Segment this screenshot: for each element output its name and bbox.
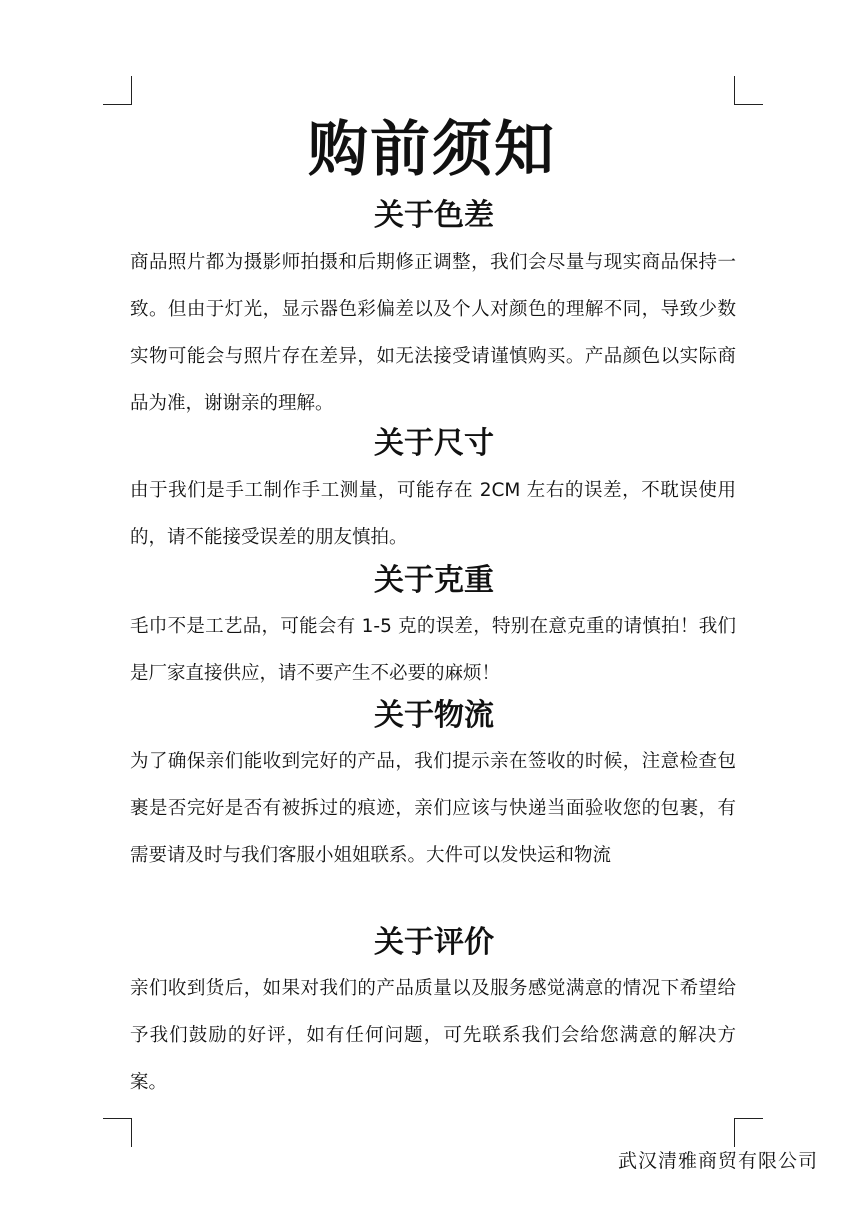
section-heading-color-difference: 关于色差 xyxy=(374,198,494,233)
section-heading-review: 关于评价 xyxy=(374,925,494,960)
crop-mark-top-left xyxy=(103,76,132,105)
section-body-weight: 毛巾不是工艺品，可能会有 1-5 克的误差，特别在意克重的请慎拍！我们是厂家直接供应，请不要产生不必要的麻烦！ xyxy=(130,616,736,684)
crop-mark-bottom-left xyxy=(103,1118,132,1147)
section-body-color-difference: 商品照片都为摄影师拍摄和后期修正调整，我们会尽量与现实商品保持一致。但由于灯光，显示器色彩偏差以及个人对颜色的理解不同，导致少数实物可能会与照片存在差异，如无法接受请谨慎购买。产品颜色以实际商品为准，谢谢亲的理解。 xyxy=(130,252,736,414)
section-heading-logistics: 关于物流 xyxy=(374,698,494,733)
section-heading-weight: 关于克重 xyxy=(374,563,494,598)
section-body-review: 亲们收到货后，如果对我们的产品质量以及服务感觉满意的情况下希望给予我们鼓励的好评，如有任何问题，可先联系我们会给您满意的解决方案。 xyxy=(130,978,736,1093)
crop-mark-bottom-right xyxy=(734,1118,763,1147)
page-title: 购前须知 xyxy=(308,115,556,185)
crop-mark-top-right xyxy=(734,76,763,105)
section-body-size: 由于我们是手工制作手工测量，可能存在 2CM 左右的误差，不耽误使用的，请不能接受误差的朋友慎拍。 xyxy=(130,480,736,548)
section-body-logistics: 为了确保亲们能收到完好的产品，我们提示亲在签收的时候，注意检查包裹是否完好是否有被拆过的痕迹，亲们应该与快递当面验收您的包裹，有需要请及时与我们客服小姐姐联系。大件可以发快运和物流 xyxy=(130,751,736,866)
company-name: 武汉清雅商贸有限公司 xyxy=(617,1150,818,1172)
section-heading-size: 关于尺寸 xyxy=(374,426,494,461)
